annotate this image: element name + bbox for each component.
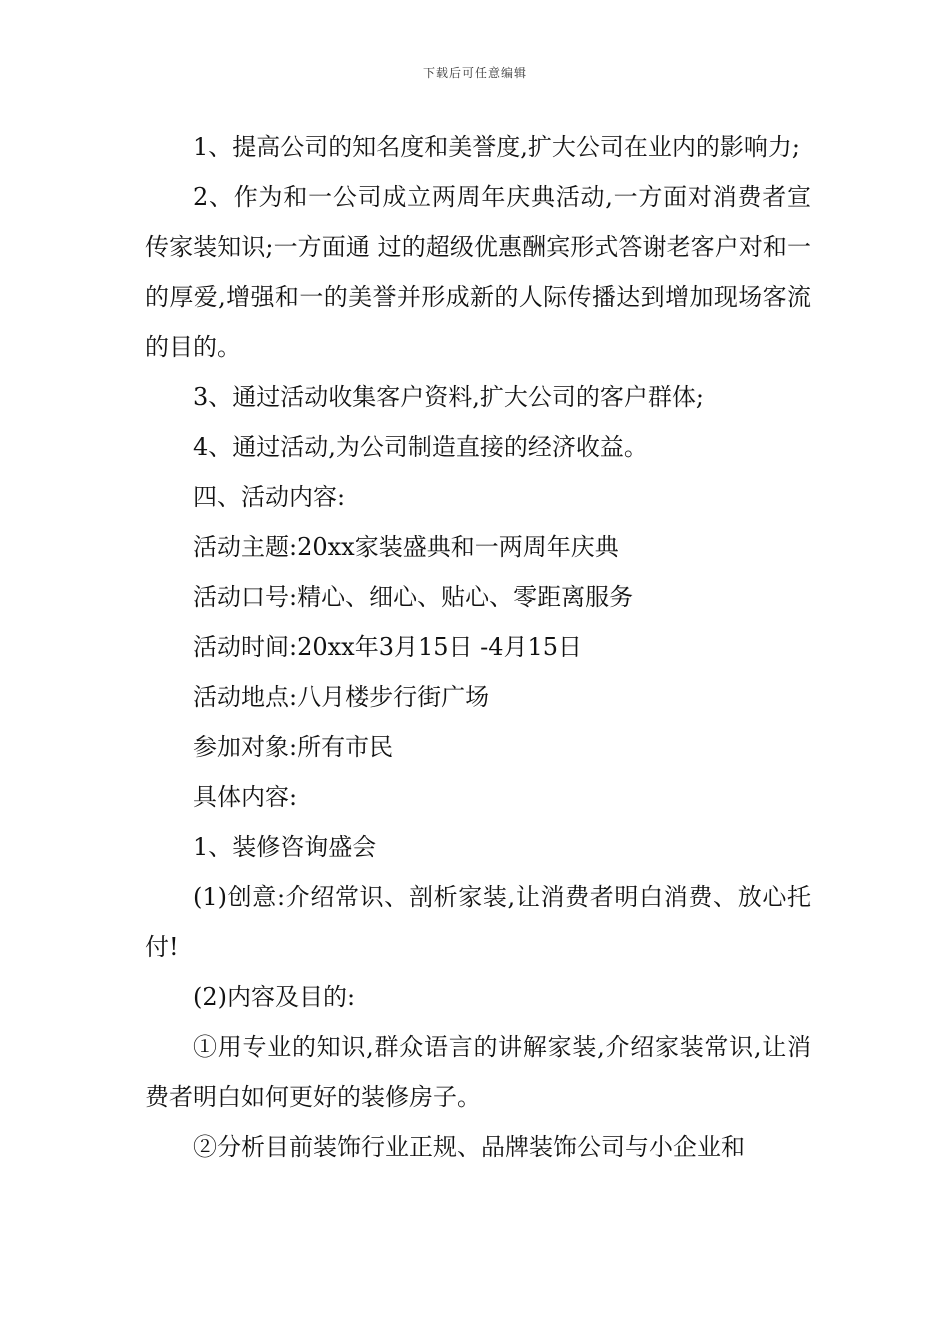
item-consultation-fair: 1、装修咨询盛会 (193, 833, 377, 861)
specific-content-heading: 具体内容: (193, 783, 298, 811)
activity-location: 活动地点:八月楼步行街广场 (193, 683, 490, 711)
section-heading-activity-content: 四、活动内容: (193, 483, 346, 511)
activity-slogan: 活动口号:精心、细心、贴心、零距离服务 (193, 583, 634, 611)
item-point-2: ②分析目前装饰行业正规、品牌装饰公司与小企业和 (193, 1133, 745, 1161)
paragraph-goal-1: 1、提高公司的知名度和美誉度,扩大公司在业内的影响力; (193, 133, 800, 161)
activity-time: 活动时间:20xx年3月15日 -4月15日 (193, 633, 583, 661)
paragraph-goal-4: 4、通过活动,为公司制造直接的经济收益。 (193, 433, 648, 461)
paragraph-goal-2: 2、作为和一公司成立两周年庆典活动,一方面对消费者宣传家装知识;一方面通 过的超级优惠酬宾形式答谢老客户对和一的厚爱,增强和一的美誉并形成新的人际传播达到增加现场客流的目的。 (145, 183, 811, 361)
item-point-1: ①用专业的知识,群众语言的讲解家装,介绍家装常识,让消费者明白如何更好的装修房子。 (145, 1033, 811, 1111)
paragraph-goal-3: 3、通过活动收集客户资料,扩大公司的客户群体; (193, 383, 704, 411)
item-creative: (1)创意:介绍常识、剖析家装,让消费者明白消费、放心托付! (145, 883, 811, 961)
item-content-purpose: (2)内容及目的: (193, 983, 356, 1011)
page-header-note: 下载后可任意编辑 (422, 66, 527, 80)
activity-participants: 参加对象:所有市民 (193, 733, 394, 761)
document-body (145, 122, 811, 1172)
activity-theme: 活动主题:20xx家装盛典和一两周年庆典 (193, 533, 619, 561)
